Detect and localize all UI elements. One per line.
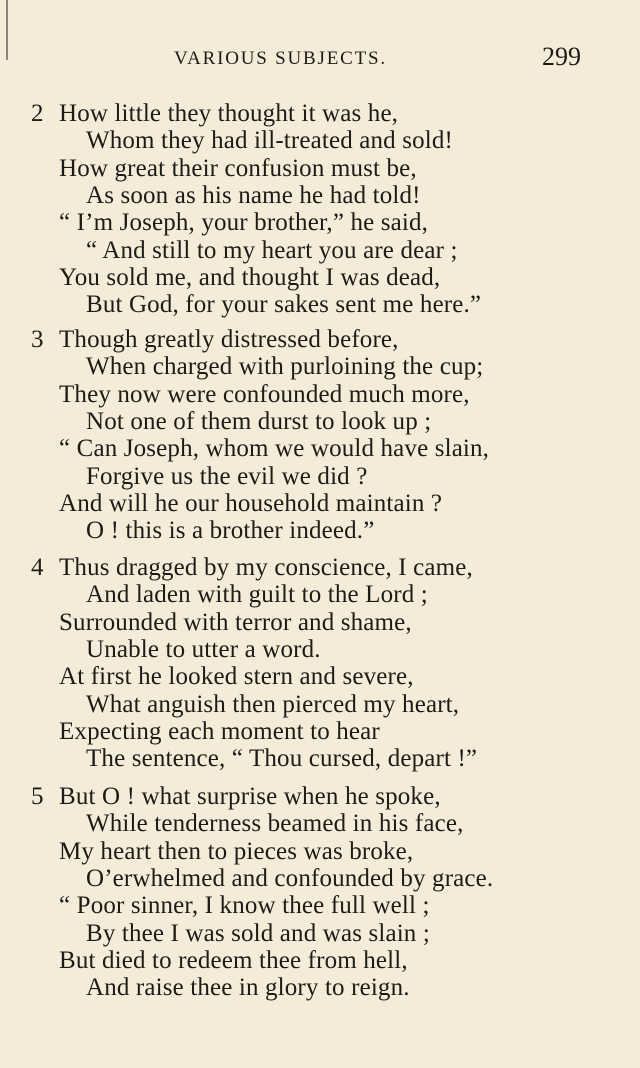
verse-line: Whom they had ill-treated and sold! [86,127,453,155]
verse-line: “ I’m Joseph, your brother,” he said, [59,209,429,237]
verse-line: But God, for your sakes sent me here.” [86,291,482,319]
verse-line: While tenderness beamed in his face, [86,810,464,838]
verse-line: O ! this is a brother indeed.” [86,517,375,545]
running-header [0,42,640,76]
verse-line: My heart then to pieces was broke, [59,837,414,865]
verse-line: But O ! what surprise when he spoke, [59,783,441,810]
verse-line: You sold me, and thought I was dead, [59,263,441,291]
verse-line: And raise thee in glory to reign. [86,974,410,1002]
verse-line: When charged with purloining the cup; [86,353,484,381]
verse-line: Expecting each moment to hear [59,717,380,745]
verse-line: They now were confounded much more, [59,380,470,408]
verse-line: And laden with guilt to the Lord ; [86,581,428,609]
verse-line: The sentence, “ Thou cursed, depart !” [86,745,478,773]
verse-line: Though greatly distressed before, [59,326,399,353]
verse-line: And will he our household maintain ? [59,489,443,517]
verse-line: “ Can Joseph, whom we would have slain, [59,435,490,463]
verse-line: O’erwhelmed and confounded by grace. [86,864,494,892]
verse-line: “ Poor sinner, I know thee full well ; [59,892,430,920]
verse-line: How great their confusion must be, [59,154,417,182]
stanza-number: 5 [31,783,44,810]
verse-line: Forgive us the evil we did ? [86,462,368,490]
verse-line: Thus dragged by my conscience, I came, [59,554,473,581]
verse-line: Surrounded with terror and shame, [59,608,412,636]
verse-line: “ And still to my heart you are dear ; [86,236,458,264]
verse-line: At first he looked stern and severe, [59,663,414,691]
verse-line: Unable to utter a word. [86,635,321,663]
page-number: 299 [542,42,581,71]
stanza-number: 2 [31,100,44,127]
stanza-number: 4 [31,554,44,581]
verse-line: By thee I was sold and was slain ; [86,919,430,947]
verse-line: As soon as his name he had told! [86,181,421,209]
verse-line: Not one of them durst to look up ; [86,407,432,435]
header-title: VARIOUS SUBJECTS. [174,48,387,69]
verse-line: What anguish then pierced my heart, [86,690,460,718]
verse-line: How little they thought it was he, [59,100,399,127]
stanza-number: 3 [31,326,44,353]
verse-line: But died to redeem thee from hell, [59,946,408,974]
